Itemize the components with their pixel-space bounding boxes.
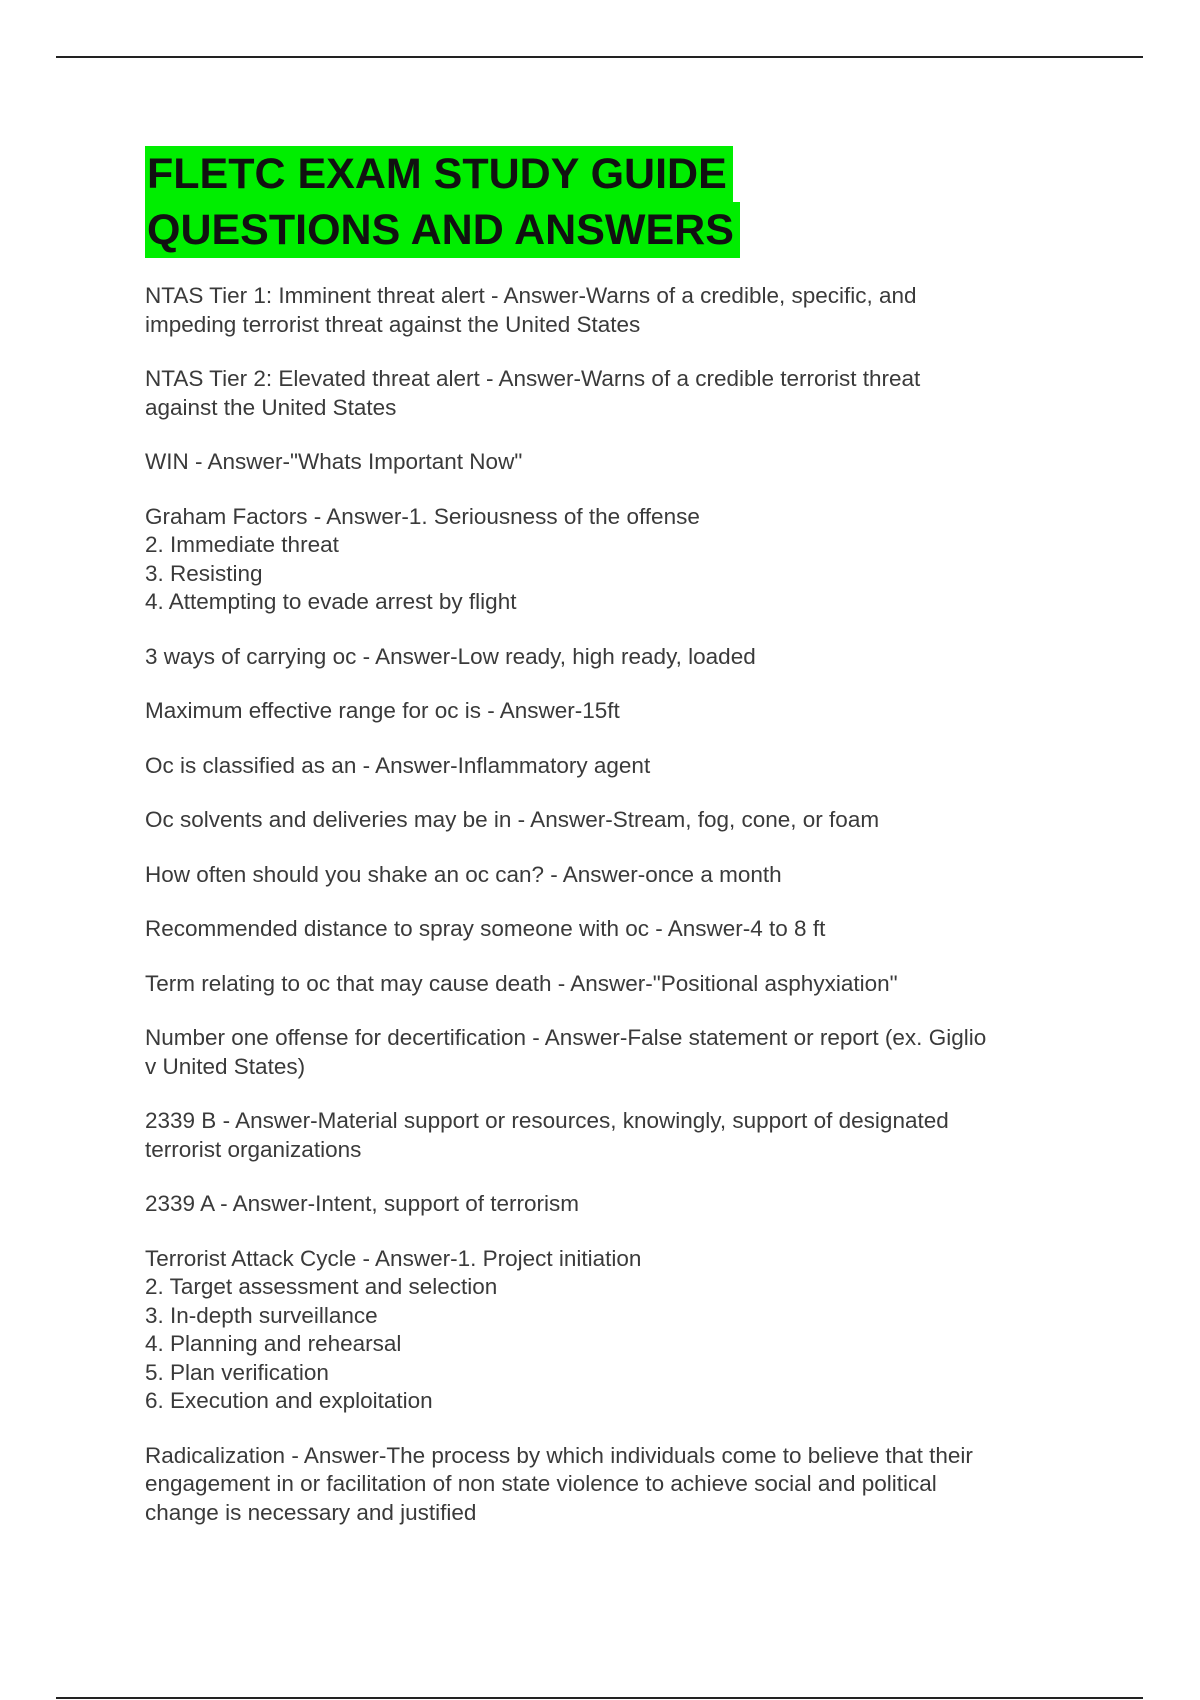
qa-item-oc-shake: How often should you shake an oc can? - Answer-once a month xyxy=(145,861,782,887)
qa-list xyxy=(145,282,1075,1553)
qa-item-oc-distance: Recommended distance to spray someone with oc - Answer-4 to 8 ft xyxy=(145,916,826,941)
title-line-2: QUESTIONS AND ANSWERS xyxy=(145,202,740,258)
qa-item-oc-deliveries: Oc solvents and deliveries may be in - Answer-Stream, fog, cone, or foam xyxy=(145,807,880,832)
title-line-1: FLETC EXAM STUDY GUIDE xyxy=(145,146,733,202)
qa-item-2339a: 2339 A - Answer-Intent, support of terrorism xyxy=(145,1191,579,1216)
qa-item-oc-carry: 3 ways of carrying oc - Answer-Low ready, high ready, loaded xyxy=(145,643,756,669)
qa-item-radicalization: Radicalization - Answer-The process by which individuals come to believe that their engagement in or facilitation of non state violence to achieve social and political change is necessary and justified xyxy=(145,1442,973,1525)
document-title xyxy=(145,146,1085,258)
qa-item-oc-death: Term relating to oc that may cause death - Answer-"Positional asphyxiation" xyxy=(145,970,898,996)
bottom-rule xyxy=(56,1697,1143,1699)
qa-item-win: WIN - Answer-"Whats Important Now" xyxy=(145,449,523,474)
qa-item-ntas-tier-1: NTAS Tier 1: Imminent threat alert - Answer-Warns of a credible, specific, and impeding terrorist threat against the United States xyxy=(145,283,917,337)
qa-item-attack-cycle: Terrorist Attack Cycle - Answer-1. Project initiation 2. Target assessment and selection 3. In-depth surveillance 4. Planning and rehearsal 5. Plan verification 6. Execution and exploitation xyxy=(145,1245,642,1413)
qa-item-decertification: Number one offense for decertification - Answer-False statement or report (ex. Giglio v United States) xyxy=(145,1025,987,1079)
qa-item-ntas-tier-2: NTAS Tier 2: Elevated threat alert - Answer-Warns of a credible terrorist threat against the United States xyxy=(145,366,921,420)
qa-item-oc-classification: Oc is classified as an - Answer-Inflammatory agent xyxy=(145,752,651,778)
qa-item-2339b: 2339 B - Answer-Material support or resources, knowingly, support of designated terrorist organizations xyxy=(145,1108,949,1162)
qa-item-graham-factors: Graham Factors - Answer-1. Seriousness of the offense 2. Immediate threat 3. Resisting 4. Attempting to evade arrest by flight xyxy=(145,503,700,614)
top-rule xyxy=(56,56,1143,58)
qa-item-oc-range: Maximum effective range for oc is - Answer-15ft xyxy=(145,698,620,723)
